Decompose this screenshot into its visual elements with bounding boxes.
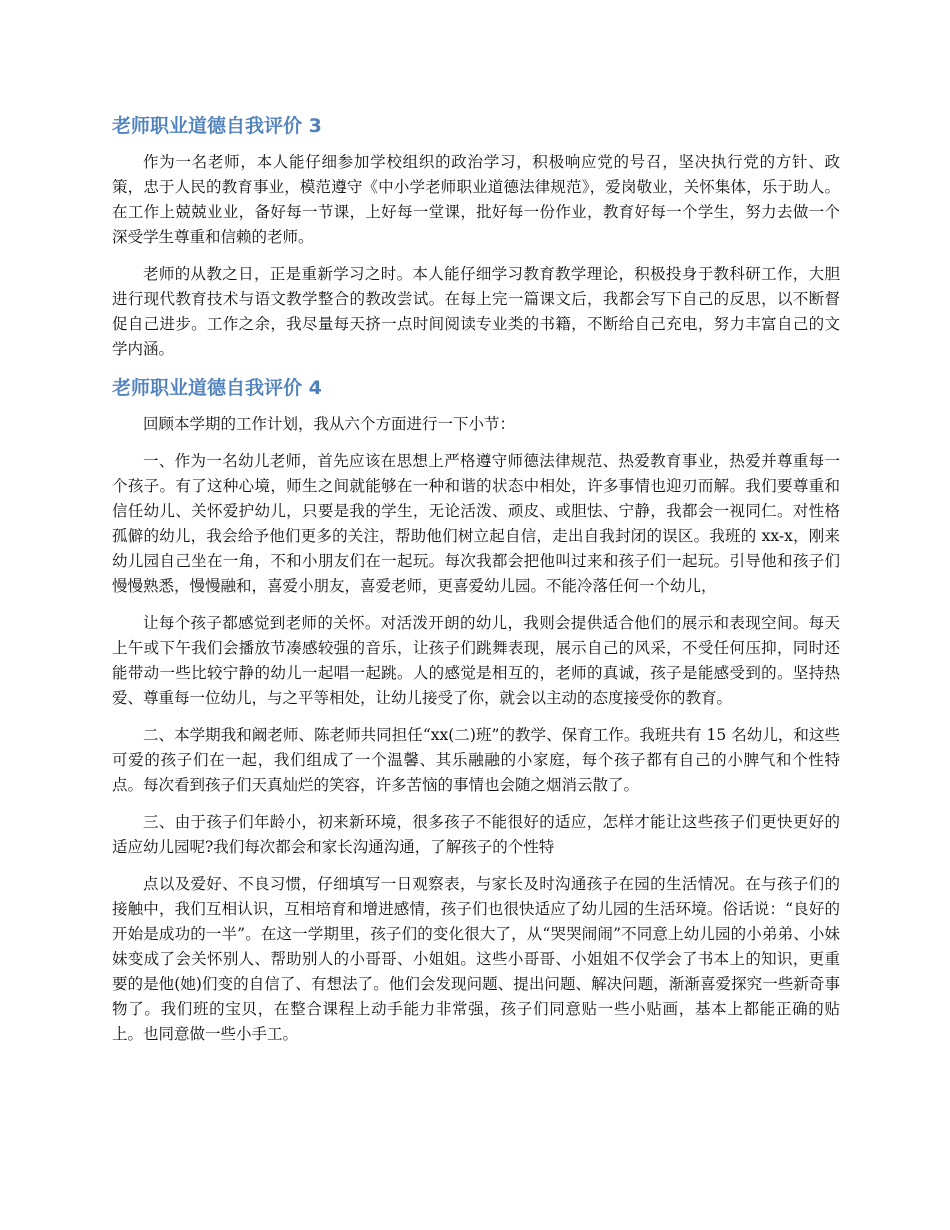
section-title: 老师职业道德自我评价 3	[112, 115, 322, 137]
paragraph: 二、本学期我和阚老师、陈老师共同担任“xx(二)班”的教学、保育工作。我班共有 15 名幼儿，和这些可爱的孩子们在一起，我们组成了一个温馨、其乐融融的小家庭，每个孩子都有自己的小脾气和个性特点。每次看到孩子们天真灿烂的笑容，许多苦恼的事情也会随之烟消云散了。	[112, 726, 840, 794]
paragraph: 老师的从教之日，正是重新学习之时。本人能仔细学习教育教学理论，积极投身于教科研工作，大胆进行现代教育技术与语文教学整合的教改尝试。在每上完一篇课文后，我都会写下自己的反思，以不断督促自己进步。工作之余，我尽量每天挤一点时间阅读专业类的书籍，不断给自己充电，努力丰富自己的文学内涵。	[112, 265, 840, 358]
paragraph: 一、作为一名幼儿老师，首先应该在思想上严格遵守师德法律规范、热爱教育事业，热爱并尊重每一个孩子。有了这种心境，师生之间就能够在一种和谐的状态中相处，许多事情也迎刃而解。我们要尊重和信任幼儿、关怀爱护幼儿，只要是我的学生，无论活泼、顽皮、或胆怯、宁静，我都会一视同仁。对性格孤僻的幼儿，我会给予他们更多的关注，帮助他们树立起自信，走出自我封闭的误区。我班的 xx-x，刚来幼儿园自己坐在一角，不和小朋友们在一起玩。每次我都会把他叫过来和孩子们一起玩。引导他和孩子们慢慢熟悉，慢慢融和，喜爱小朋友，喜爱老师，更喜爱幼儿园。不能冷落任何一个幼儿，	[112, 452, 840, 595]
section-evaluation-4	[112, 374, 840, 1047]
paragraph: 三、由于孩子们年龄小，初来新环境，很多孩子不能很好的适应，怎样才能让这些孩子们更快更好的适应幼儿园呢?我们每次都会和家长沟通沟通，了解孩子的个性特	[112, 813, 840, 856]
document-body	[112, 112, 840, 1059]
paragraph: 作为一名老师，本人能仔细参加学校组织的政治学习，积极响应党的号召，坚决执行党的方针、政策，忠于人民的教育事业，模范遵守《中小学老师职业道德法律规范》，爱岗敬业，关怀集体，乐于助人。在工作上兢兢业业，备好每一节课，上好每一堂课，批好每一份作业，教育好每一个学生，努力去做一个深受学生尊重和信赖的老师。	[112, 153, 840, 246]
section-title: 老师职业道德自我评价 4	[112, 377, 322, 399]
paragraph: 点以及爱好、不良习惯，仔细填写一日观察表，与家长及时沟通孩子在园的生活情况。在与孩子们的接触中，我们互相认识，互相培育和增进感情，孩子们也很快适应了幼儿园的生活环境。俗话说：“良好的开始是成功的一半”。在这一学期里，孩子们的变化很大了，从“哭哭闹闹”不同意上幼儿园的小弟弟、小妹妹变成了会关怀别人、帮助别人的小哥哥、小姐姐。这些小哥哥、小姐姐不仅学会了书本上的知识，更重要的是他(她)们变的自信了、有想法了。他们会发现问题、提出问题、解决问题，渐渐喜爱探究一些新奇事物了。我们班的宝贝，在整合课程上动手能力非常强，孩子们同意贴一些小贴画，基本上都能正确的贴上。也同意做一些小手工。	[112, 875, 840, 1043]
paragraph: 让每个孩子都感觉到老师的关怀。对活泼开朗的幼儿，我则会提供适合他们的展示和表现空间。每天上午或下午我们会播放节凑感较强的音乐，让孩子们跳舞表现，展示自己的风采，不受任何压抑，同时还能带动一些比较宁静的幼儿一起唱一起跳。人的感觉是相互的，老师的真诚，孩子是能感受到的。坚持热爱、尊重每一位幼儿，与之平等相处，让幼儿接受了你，就会以主动的态度接受你的教育。	[112, 614, 840, 707]
section-evaluation-3	[112, 112, 840, 362]
paragraph: 回顾本学期的工作计划，我从六个方面进行一下小节：	[143, 415, 516, 433]
